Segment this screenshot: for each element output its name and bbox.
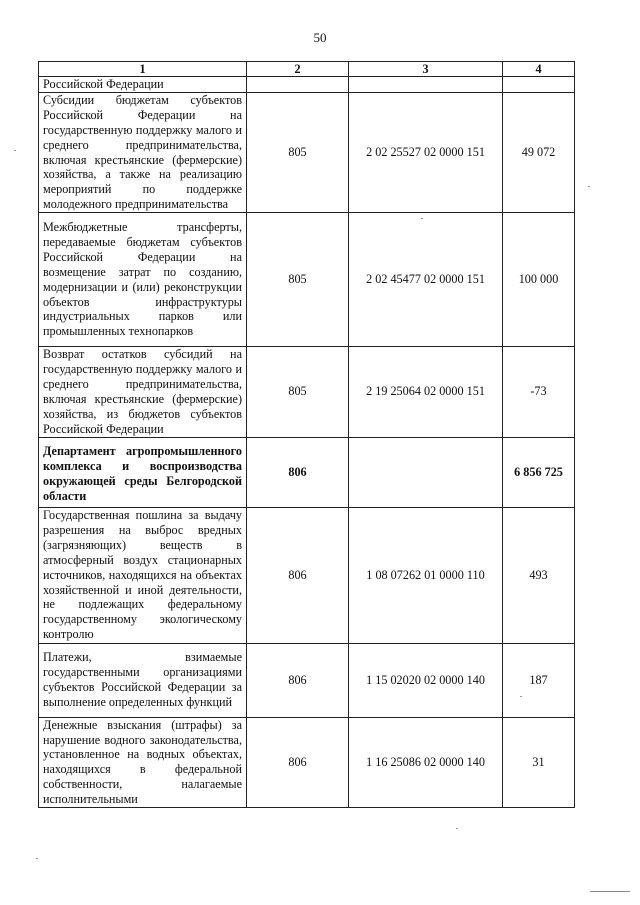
row-admin-code: 806 bbox=[247, 507, 349, 643]
page-number: 50 bbox=[313, 30, 327, 45]
row-budget-code bbox=[349, 77, 503, 93]
row-amount: -73 bbox=[503, 347, 575, 437]
column-header-1: 1 bbox=[39, 62, 247, 77]
row-budget-code: 2 02 45477 02 0000 151 bbox=[349, 213, 503, 347]
department-name: Департамент агропромышленного комплекса и воспроизводства окружающей среды Белгородской области bbox=[39, 437, 247, 507]
row-name: Российской Федерации bbox=[39, 77, 247, 93]
scan-speck bbox=[456, 828, 458, 829]
department-budget-code bbox=[349, 437, 503, 507]
row-budget-code: 2 02 25527 02 0000 151 bbox=[349, 92, 503, 212]
row-name: Государственная пошлина за выдачу разрешения на выброс вредных (загрязняющих) веществ в атмосферный воздух стационарных источников, находящихся на объектах хозяйственной и иной деятельности, не подлежащих федеральному государственному экологическому контролю bbox=[39, 507, 247, 643]
table-row bbox=[39, 507, 575, 643]
column-header-3: 3 bbox=[349, 62, 503, 77]
row-name: Возврат остатков субсидий на государственную поддержку малого и среднего предпринимательства, включая крестьянские (фермерские) хозяйства, из бюджетов субъектов Российской Федерации bbox=[39, 347, 247, 437]
row-budget-code: 1 16 25086 02 0000 140 bbox=[349, 717, 503, 807]
row-budget-code: 1 15 02020 02 0000 140 bbox=[349, 643, 503, 717]
row-name: Платежи, взимаемые государственными организациями субъектов Российской Федерации за выполнение определенных функций bbox=[39, 643, 247, 717]
row-admin-code: 805 bbox=[247, 347, 349, 437]
row-budget-code: 1 08 07262 01 0000 110 bbox=[349, 507, 503, 643]
row-admin-code: 806 bbox=[247, 643, 349, 717]
scan-speck bbox=[588, 186, 590, 187]
column-header-4: 4 bbox=[503, 62, 575, 77]
table-row bbox=[39, 717, 575, 807]
row-amount: 100 000 bbox=[503, 213, 575, 347]
row-admin-code: 806 bbox=[247, 717, 349, 807]
scan-speck bbox=[421, 218, 423, 219]
scan-edge-mark bbox=[590, 891, 630, 892]
row-admin-code: 805 bbox=[247, 92, 349, 212]
department-amount: 6 856 725 bbox=[503, 437, 575, 507]
table-row bbox=[39, 92, 575, 212]
table-row bbox=[39, 347, 575, 437]
table-row bbox=[39, 213, 575, 347]
revenue-table bbox=[38, 61, 575, 808]
row-name: Денежные взыскания (штрафы) за нарушение водного законодательства, установленное на водных объектах, находящихся в федеральной собственности, налагаемые исполнительными bbox=[39, 717, 247, 807]
row-admin-code bbox=[247, 77, 349, 93]
row-amount: 49 072 bbox=[503, 92, 575, 212]
table-header-row bbox=[39, 62, 575, 77]
row-amount: 493 bbox=[503, 507, 575, 643]
row-amount: 31 bbox=[503, 717, 575, 807]
row-name: Межбюджетные трансферты, передаваемые бюджетам субъектов Российской Федерации на возмещение затрат по созданию, модернизации и (или) реконструкции объектов инфраструктуры индустриальных парков или промышленных технопарков bbox=[39, 213, 247, 347]
scan-speck bbox=[36, 858, 38, 859]
row-amount: 187 bbox=[503, 643, 575, 717]
row-admin-code: 805 bbox=[247, 213, 349, 347]
scan-speck bbox=[14, 150, 16, 151]
table-row bbox=[39, 643, 575, 717]
row-budget-code: 2 19 25064 02 0000 151 bbox=[349, 347, 503, 437]
row-name: Субсидии бюджетам субъектов Российской Федерации на государственную поддержку малого и среднего предпринимательства, включая крестьянские (фермерские) хозяйства, а также на реализацию мероприятий по поддержке молодежного предпринимательства bbox=[39, 92, 247, 212]
department-admin-code: 806 bbox=[247, 437, 349, 507]
table-row bbox=[39, 77, 575, 93]
department-row bbox=[39, 437, 575, 507]
scan-speck bbox=[520, 696, 522, 697]
column-header-2: 2 bbox=[247, 62, 349, 77]
row-amount bbox=[503, 77, 575, 93]
